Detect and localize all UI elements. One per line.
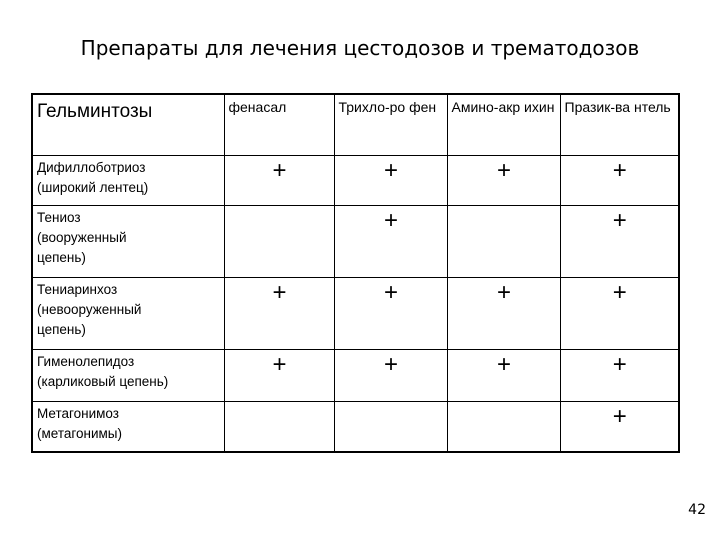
mark-cell	[447, 206, 560, 278]
disease-name: Тениаринхоз (невооруженный цепень)	[32, 278, 224, 350]
disease-name: Тениоз (вооруженный цепень)	[32, 206, 224, 278]
mark-cell	[224, 402, 334, 452]
slide-title: Препараты для лечения цестодозов и трематодозов	[80, 36, 640, 60]
header-fenasal: фенасал	[224, 94, 334, 156]
table-row	[32, 350, 679, 402]
page-number: 42	[688, 502, 706, 518]
table-row	[32, 156, 679, 206]
mark-cell: +	[447, 350, 560, 402]
header-praziquantel: Празик-ва нтель	[560, 94, 679, 156]
mark-cell: +	[560, 206, 679, 278]
mark-cell: +	[334, 350, 447, 402]
header-aminoacrichin: Амино-акр ихин	[447, 94, 560, 156]
drug-table	[31, 93, 680, 453]
header-trichlorophen: Трихло-ро фен	[334, 94, 447, 156]
mark-cell: +	[334, 278, 447, 350]
header-helminthoses: Гельминтозы	[32, 94, 224, 156]
mark-cell: +	[447, 278, 560, 350]
disease-name: Гименолепидоз (карликовый цепень)	[32, 350, 224, 402]
table-row	[32, 402, 679, 452]
mark-cell: +	[560, 350, 679, 402]
mark-cell: +	[224, 278, 334, 350]
table-header-row	[32, 94, 679, 156]
mark-cell	[447, 402, 560, 452]
mark-cell: +	[560, 278, 679, 350]
table-row	[32, 278, 679, 350]
table-row	[32, 206, 679, 278]
mark-cell: +	[560, 402, 679, 452]
mark-cell: +	[224, 156, 334, 206]
mark-cell: +	[447, 156, 560, 206]
mark-cell: +	[334, 156, 447, 206]
mark-cell: +	[560, 156, 679, 206]
disease-name: Метагонимоз (метагонимы)	[32, 402, 224, 452]
disease-name: Дифиллоботриоз (широкий лентец)	[32, 156, 224, 206]
mark-cell: +	[224, 350, 334, 402]
mark-cell: +	[334, 206, 447, 278]
mark-cell	[224, 206, 334, 278]
mark-cell	[334, 402, 447, 452]
